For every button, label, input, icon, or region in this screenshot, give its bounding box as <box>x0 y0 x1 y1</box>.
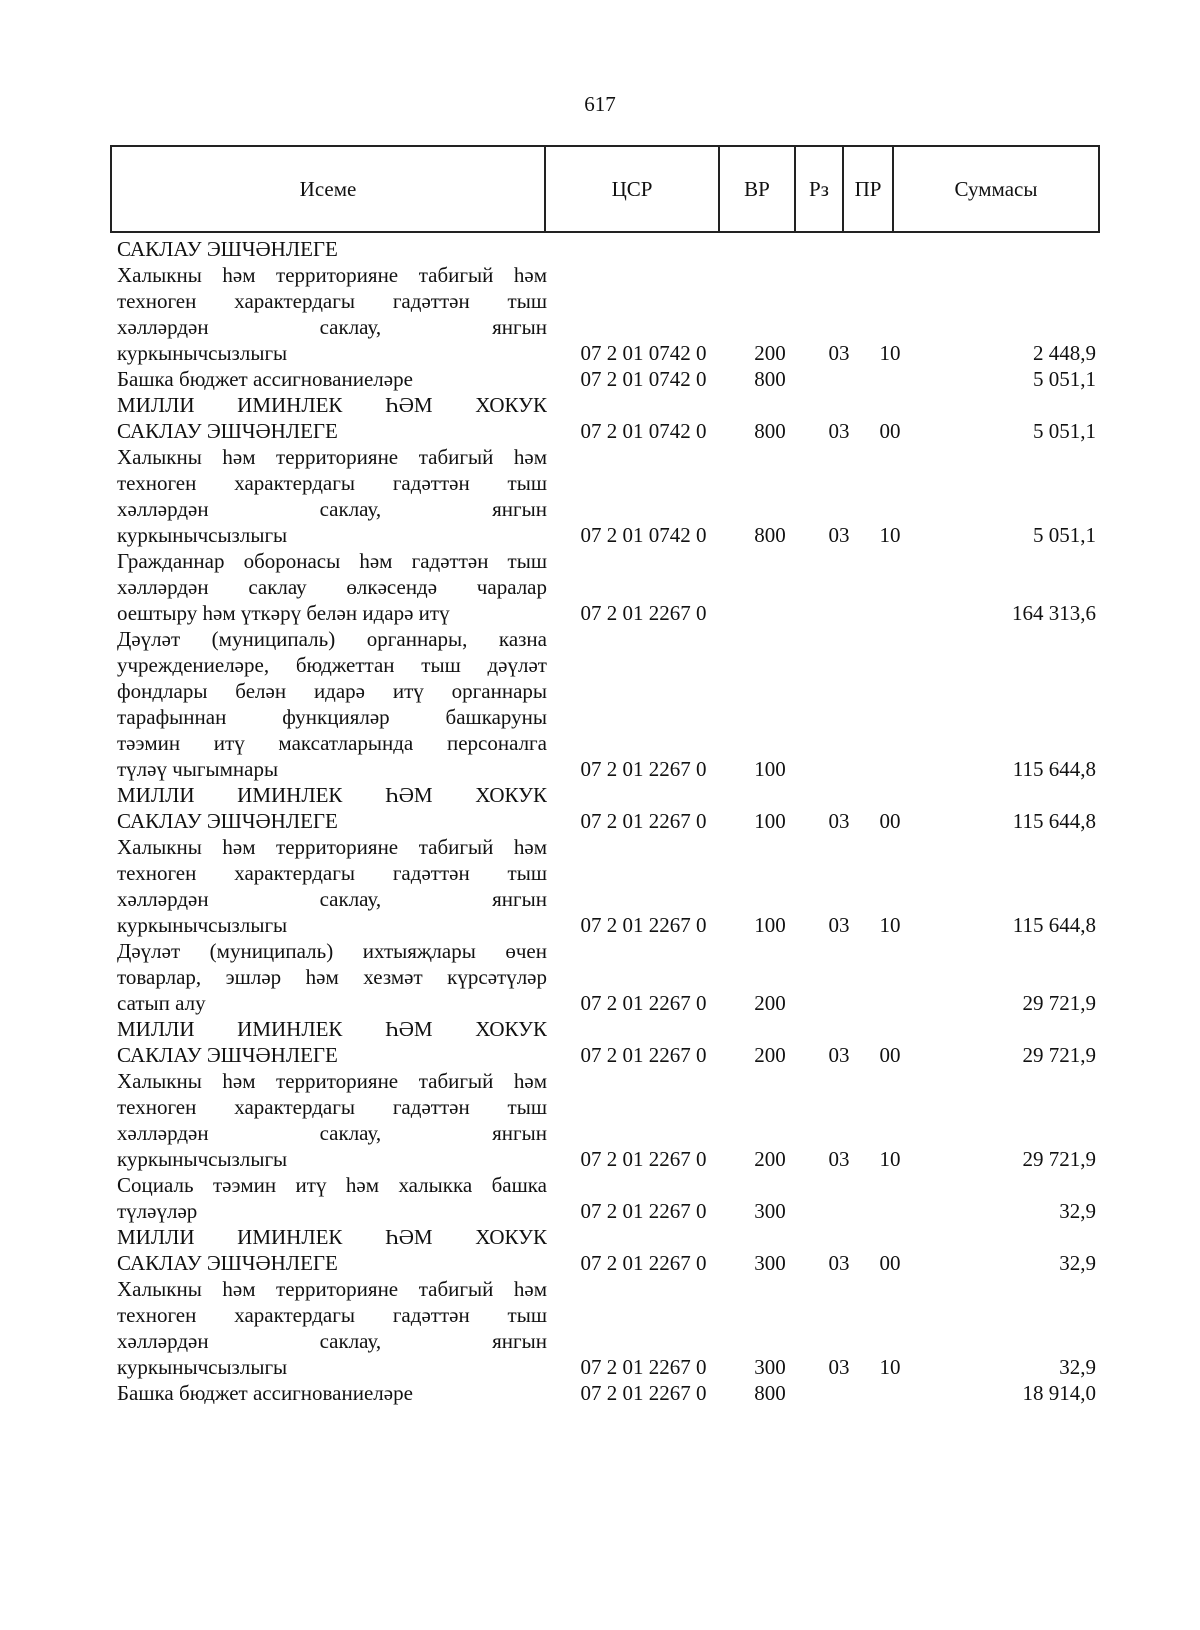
row-vr: 100 <box>754 913 786 937</box>
row-name-line: хәлләрдән саклау, янгын <box>117 887 547 911</box>
row-name-line: хәлләрдән саклау, янгын <box>117 1329 547 1353</box>
row-sum: 29 721,9 <box>1022 991 1096 1015</box>
row-name <box>117 366 547 392</box>
row-sum: 5 051,1 <box>1033 367 1096 391</box>
row-pr: 10 <box>879 913 901 937</box>
row-name <box>117 626 547 782</box>
header-vr: ВР <box>719 146 795 232</box>
row-name-line: учреждениеләре, бюджеттан тыш дәүләт <box>117 653 547 677</box>
header-pr: ПР <box>843 146 893 232</box>
row-pr: 10 <box>879 1147 901 1171</box>
row-csr: 07 2 01 2267 0 <box>580 1355 707 1379</box>
row-name <box>117 1172 547 1224</box>
row-vr: 200 <box>754 1147 786 1171</box>
row-vr: 200 <box>754 991 786 1015</box>
row-name <box>117 834 547 938</box>
row-name-line: сатып алу <box>117 991 206 1015</box>
row-name-line: оештыру һәм үткәрү белән идарә итү <box>117 601 450 625</box>
row-rz: 03 <box>828 523 850 547</box>
table-row <box>117 626 1100 782</box>
row-name <box>117 392 547 444</box>
row-name-line: түләү чыгымнары <box>117 757 279 781</box>
row-sum: 29 721,9 <box>1022 1043 1096 1067</box>
row-name-line: Башка бюджет ассигнованиеләре <box>117 1381 413 1405</box>
row-name-line: САКЛАУ ЭШЧӘНЛЕГЕ <box>117 1043 338 1067</box>
table-header <box>110 145 1100 233</box>
row-sum: 2 448,9 <box>1033 341 1096 365</box>
row-sum: 32,9 <box>1059 1355 1096 1379</box>
row-name <box>117 548 547 626</box>
row-name-line: САКЛАУ ЭШЧӘНЛЕГЕ <box>117 809 338 833</box>
row-name-line: хәлләрдән саклау өлкәсендә чаралар <box>117 575 547 599</box>
row-rz: 03 <box>828 1251 850 1275</box>
page-number: 617 <box>584 92 616 116</box>
row-name <box>117 1380 547 1406</box>
row-vr: 100 <box>754 809 786 833</box>
row-vr: 300 <box>754 1355 786 1379</box>
row-name-line: куркынычсызлыгы <box>117 523 288 547</box>
row-name-line: Халыкны һәм территорияне табигый һәм <box>117 1069 547 1093</box>
row-csr: 07 2 01 0742 0 <box>580 341 707 365</box>
row-sum: 32,9 <box>1059 1251 1096 1275</box>
row-pr: 10 <box>879 523 901 547</box>
row-rz: 03 <box>828 419 850 443</box>
row-name <box>117 938 547 1016</box>
row-name-line: Дәүләт (муниципаль) ихтыяҗлары өчен <box>117 939 547 963</box>
row-name-line: Гражданнар оборонасы һәм гадәттән тыш <box>117 549 547 573</box>
row-name-line: МИЛЛИ ИМИНЛЕК ҺӘМ ХОКУК <box>117 783 547 807</box>
row-name-line: САКЛАУ ЭШЧӘНЛЕГЕ <box>117 419 338 443</box>
table-row <box>117 1016 1100 1068</box>
row-name-line: хәлләрдән саклау, янгын <box>117 497 547 521</box>
row-name-line: хәлләрдән саклау, янгын <box>117 1121 547 1145</box>
table-row <box>117 1380 1100 1406</box>
table-row <box>117 548 1100 626</box>
row-name-line: фондлары белән идарә итү органнары <box>117 679 547 703</box>
table-row <box>117 938 1100 1016</box>
row-name-line: тарафыннан функцияләр башкаруны <box>117 705 547 729</box>
table-row <box>117 392 1100 444</box>
row-csr: 07 2 01 2267 0 <box>580 809 707 833</box>
header-rz: Рз <box>795 146 843 232</box>
row-rz: 03 <box>828 1355 850 1379</box>
row-sum: 5 051,1 <box>1033 523 1096 547</box>
row-pr: 00 <box>879 809 901 833</box>
row-name-line: куркынычсызлыгы <box>117 1147 288 1171</box>
row-rz: 03 <box>828 1147 850 1171</box>
row-name-line: Халыкны һәм территорияне табигый һәм <box>117 445 547 469</box>
row-sum: 29 721,9 <box>1022 1147 1096 1171</box>
row-csr: 07 2 01 0742 0 <box>580 419 707 443</box>
header-name: Исеме <box>111 146 545 232</box>
header-csr: ЦСР <box>545 146 719 232</box>
row-name-line: техноген характердагы гадәттән тыш <box>117 1303 547 1327</box>
row-csr: 07 2 01 2267 0 <box>580 1251 707 1275</box>
row-csr: 07 2 01 0742 0 <box>580 367 707 391</box>
row-name <box>117 1016 547 1068</box>
row-name <box>117 262 547 366</box>
row-name-line: техноген характердагы гадәттән тыш <box>117 1095 547 1119</box>
row-name <box>117 1068 547 1172</box>
table-body <box>117 236 1100 1406</box>
row-pr: 10 <box>879 341 901 365</box>
row-name-line: Социаль тәэмин итү һәм халыкка башка <box>117 1173 547 1197</box>
row-sum: 115 644,8 <box>1012 809 1096 833</box>
row-sum: 18 914,0 <box>1022 1381 1096 1405</box>
row-name-line: техноген характердагы гадәттән тыш <box>117 861 547 885</box>
row-name-line: түләүләр <box>117 1199 198 1223</box>
row-vr: 300 <box>754 1199 786 1223</box>
row-name-line: МИЛЛИ ИМИНЛЕК ҺӘМ ХОКУК <box>117 1017 547 1041</box>
row-rz: 03 <box>828 1043 850 1067</box>
table-row <box>117 262 1100 366</box>
row-name-line: МИЛЛИ ИМИНЛЕК ҺӘМ ХОКУК <box>117 1225 547 1249</box>
row-name-line: Башка бюджет ассигнованиеләре <box>117 367 413 391</box>
row-name <box>117 1276 547 1380</box>
row-rz: 03 <box>828 341 850 365</box>
row-csr: 07 2 01 0742 0 <box>580 523 707 547</box>
row-sum: 115 644,8 <box>1012 913 1096 937</box>
row-name-line: МИЛЛИ ИМИНЛЕК ҺӘМ ХОКУК <box>117 393 547 417</box>
row-name-line: куркынычсызлыгы <box>117 341 288 365</box>
header-sum: Суммасы <box>893 146 1099 232</box>
row-name-line: куркынычсызлыгы <box>117 1355 288 1379</box>
row-name-line: куркынычсызлыгы <box>117 913 288 937</box>
table-row <box>117 1276 1100 1380</box>
row-name <box>117 444 547 548</box>
row-vr: 200 <box>754 341 786 365</box>
row-vr: 100 <box>754 757 786 781</box>
row-vr: 200 <box>754 1043 786 1067</box>
table-row <box>117 1068 1100 1172</box>
row-vr: 800 <box>754 419 786 443</box>
table-row <box>117 1172 1100 1224</box>
row-name-line: Халыкны һәм территорияне табигый һәм <box>117 835 547 859</box>
row-csr: 07 2 01 2267 0 <box>580 1043 707 1067</box>
row-name-line: техноген характердагы гадәттән тыш <box>117 471 547 495</box>
table-row <box>117 366 1100 392</box>
row-rz: 03 <box>828 913 850 937</box>
row-pr: 00 <box>879 419 901 443</box>
row-sum: 164 313,6 <box>1012 601 1096 625</box>
row-pr: 10 <box>879 1355 901 1379</box>
table-row <box>117 834 1100 938</box>
row-csr: 07 2 01 2267 0 <box>580 1147 707 1171</box>
row-sum: 115 644,8 <box>1012 757 1096 781</box>
row-sum: 5 051,1 <box>1033 419 1096 443</box>
row-vr: 800 <box>754 1381 786 1405</box>
row-name-line: тәэмин итү максатларында персоналга <box>117 731 547 755</box>
row-csr: 07 2 01 2267 0 <box>580 991 707 1015</box>
row-vr: 300 <box>754 1251 786 1275</box>
row-pr: 00 <box>879 1251 901 1275</box>
row-name-line: САКЛАУ ЭШЧӘНЛЕГЕ <box>117 1251 338 1275</box>
row-pr: 00 <box>879 1043 901 1067</box>
row-csr: 07 2 01 2267 0 <box>580 913 707 937</box>
row-csr: 07 2 01 2267 0 <box>580 1199 707 1223</box>
row-name <box>117 1224 547 1276</box>
row-name-line: техноген характердагы гадәттән тыш <box>117 289 547 313</box>
row-sum: 32,9 <box>1059 1199 1096 1223</box>
table-row <box>117 444 1100 548</box>
row-name <box>117 782 547 834</box>
row-name-line: Халыкны һәм территорияне табигый һәм <box>117 263 547 287</box>
row-name-line: Халыкны һәм территорияне табигый һәм <box>117 1277 547 1301</box>
row-name-line: хәлләрдән саклау, янгын <box>117 315 547 339</box>
table-row <box>117 782 1100 834</box>
row-csr: 07 2 01 2267 0 <box>580 601 707 625</box>
row-csr: 07 2 01 2267 0 <box>580 757 707 781</box>
row-vr: 800 <box>754 367 786 391</box>
row-csr: 07 2 01 2267 0 <box>580 1381 707 1405</box>
table-row <box>117 1224 1100 1276</box>
row-rz: 03 <box>828 809 850 833</box>
row-name-line: Дәүләт (муниципаль) органнары, казна <box>117 627 547 651</box>
row-vr: 800 <box>754 523 786 547</box>
top-line: САКЛАУ ЭШЧӘНЛЕГЕ <box>117 237 338 261</box>
row-name-line: товарлар, эшләр һәм хезмәт күрсәтүләр <box>117 965 547 989</box>
